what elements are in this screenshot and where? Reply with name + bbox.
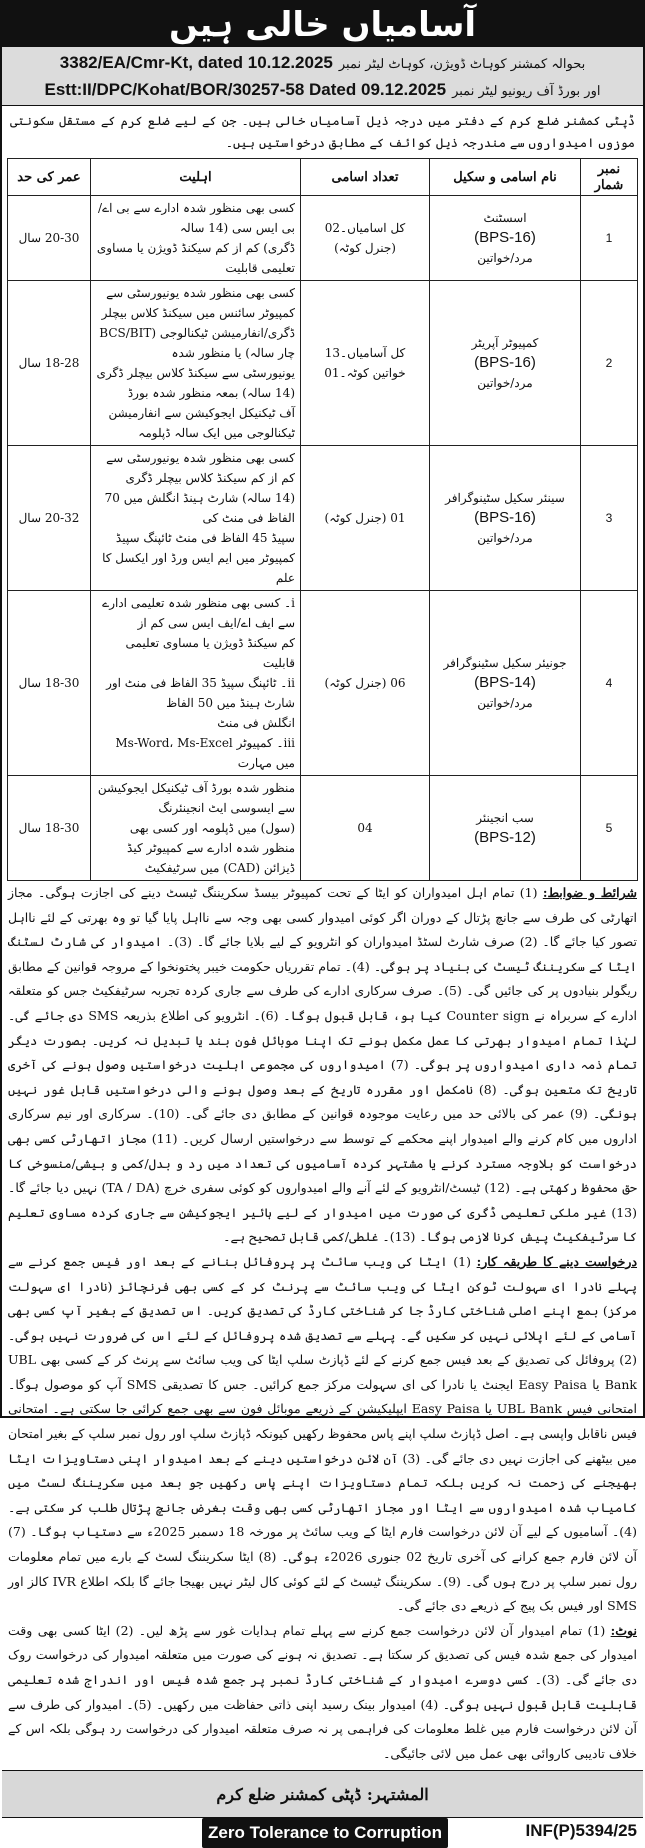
qualification-line: ڈیزائن (CAD) میں سرٹیفکیٹ [144,861,295,875]
terms-section [2,881,643,1250]
post-bps: (BPS-12) [474,829,536,846]
post-gender: مرد/خواتین [477,376,533,390]
cell-sno: 1 [581,196,638,281]
reference-label: اور بورڈ آف ریونیو لیٹر نمبر [452,84,601,99]
qualification-line: انگلش فی منٹ [217,716,295,730]
count-line: خواتین کوٹہ۔01 [324,366,406,380]
post-name: سب انجینئر [476,811,534,825]
post-bps: (BPS-16) [474,354,536,371]
count-line: 06 (جنرل کوٹہ) [324,676,406,690]
qualification-line: کسی بھی منظور شدہ یونیورسٹی سے کم از کم سیکنڈ کلاس بیچلر ڈگری [106,451,295,485]
post-name: سینئر سکیل سٹینوگرافر [445,491,565,505]
qualification-line: منظور شدہ بورڈ آف ٹیکنیکل ایجوکیشن سے ایسوسی ایٹ انجینئرنگ [97,781,295,815]
post-name: جونیئر سکیل سٹینوگرافر [443,656,567,670]
count-line: 04 [357,821,373,835]
intro-paragraph: ڈپٹی کمشنر ضلع کرم کے دفتر میں درجہ ذیل آسامیاں خالی ہیں۔ جن کے لیے ضلع کرم کے مستقل سکونتی موزوں امیدواروں سے مندرجہ ذیل کوائف کے مطابق درخواستیں ہیں۔ [10,113,635,150]
cell-count [301,446,430,591]
reference-line-commissioner [8,49,637,76]
notes-heading: نوٹ: [610,1622,637,1638]
qualification-line: کم سیکنڈ ڈویژن یا مساوی تعلیمی قابلیت [125,636,295,670]
slogan-badge: Zero Tolerance to Corruption [202,1818,448,1848]
count-line: (جنرل کوٹہ) [334,241,396,255]
qualification-line: (سول) میں ڈپلومہ اور کسی بھی منظور شدہ ادارے سے کمپیوٹر کیڈ [127,821,295,855]
cell-age: 18-28 سال [8,281,91,446]
cell-post [430,281,581,446]
reference-line-bor [8,76,637,103]
reference-number: 3382/EA/Cmr-Kt, dated 10.12.2025 [59,53,333,72]
qualification-line: سپیڈ 45 الفاظ فی منٹ ٹائپنگ سپیڈ کمپیوٹر میں ایم ایس ورڈ اور ایکسل کا علم [102,531,295,585]
terms-text: (1) تمام اہل امیدواران کو ایٹا کے تحت کمپیوٹر بیسڈ سکریننگ ٹیسٹ دینے کی اجازت ہوگی۔ مجاز اتھارٹی کی طرف سے جانچ پڑتال کے دوران اگر کوئی امیدوار کسی بھی وجہ سے نااہل پایا گیا تو وہ بھرتی کے لئے نااہل تصور کیا جائے گا۔ (2) صرف شارٹ لسٹڈ امیدواران کو انٹرویو کے لیے بلایا جائے گا۔ (3)۔ امیدوار کی شارٹ لسٹنگ ایٹا کے سکریننگ ٹیسٹ کی بنیاد پر ہوگی۔ (4)۔ تمام تقرریاں حکومت خیبر پختونخوا کے مروجہ قوانین کے مطابق ریگولر بنیادوں پر کی جائیں گی۔ (5)۔ صرف سرکاری ادارے کی طرف سے جاری کردہ تجربہ سرٹیفکیٹ جس کو متعلقہ ادارے کے سربراہ نے Counter sign کیا ہو، قابل قبول ہوگا۔ (6)۔ انٹرویو کی اطلاع بذریعہ SMS دی جائے گی۔ لہٰذا تمام امیدوار بھرتی کا عمل مکمل ہونے تک اپنا موبائل فون بند یا تبدیل نہ کریں۔ بصورت دیگر تمام ذمہ داری امیدواروں پر ہوگی۔ (7) امیدواروں کی مجموعی اہلیت درخواستیں وصول ہونے کی آخری تاریخ تک متعین ہوگی۔ (8) نامکمل اور مقررہ تاریخ کے بعد وصول ہونے والی درخواستیں قابل غور نہیں ہونگی۔ (9) عمر کی بالائی حد میں رعایت موجودہ قوانین کے مطابق دی جائے گی۔ (10)۔ سرکاری اور نیم سرکاری اداروں میں کام کرنے والے امیدوار اپنے محکمے کے توسط سے درخواستیں ارسال کریں۔ (11) مجاز اتھارٹی کسی بھی درخواست کو بلاوجہ مسترد کرنے یا مشتہر کردہ آسامیوں کی تعداد میں رد و بدل/کمی و بیشی/منسوخی کا حق محفوظ رکھتی ہے۔ (12) ٹیسٹ/انٹرویو کے لئے آنے والے امیدواروں کو کوئی سفری خرچ (TA / DA) نہیں دیا جائے گا۔ (13) غیر ملکی تعلیمی ڈگری کی صورت میں امیدوار کے لیے ہائیر ایجوکیشن سے جاری کردہ مساوی تعلیم کا سرٹیفکیٹ پیش کرنا لازمی ہوگا۔ (13)۔ غلطی/کمی قابل تصحیح ہے۔ [8,885,638,1245]
cell-count [301,776,430,881]
reference-number: Estt:II/DPC/Kohat/BOR/30257-58 Dated 09.12.2025 [44,80,447,99]
qualification-line: (14 سالہ) شارٹ ہینڈ انگلش میں 70 الفاظ فی منٹ کی [104,491,295,525]
post-name: کمپیوٹر آپریٹر [471,336,539,350]
cell-sno: 2 [581,281,638,446]
post-gender: مرد/خواتین [477,251,533,265]
qualification-line: i۔ کسی بھی منظور شدہ تعلیمی ادارے سے ایف اے/ایف ایس سی کم از [102,596,295,630]
header-count: تعداد اسامی [301,159,430,196]
cell-qualification [91,196,301,281]
qualification-line: ڈگری) کم از کم سیکنڈ ڈویژن یا مساوی تعلیمی قابلیت [96,241,295,275]
cell-age: 18-30 سال [8,776,91,881]
cell-qualification [91,446,301,591]
cell-age: 18-30 سال [8,591,91,776]
cell-qualification [91,591,301,776]
reference-label: بحوالہ کمشنر کوہاٹ ڈویژن، کوہاٹ لیٹر نمبر [338,57,586,72]
table-row [8,591,638,776]
qualification-line: کسی بھی منظور شدہ ادارے سے بی اے/بی ایس سی (14 سالہ [98,201,295,235]
qualification-line: یونیورسٹی سے سیکنڈ کلاس بیچلر ڈگری (14 سالہ) بمعہ منظور شدہ بورڈ [96,366,295,400]
cell-sno: 4 [581,591,638,776]
page-title: آسامیاں خالی ہیں [2,2,643,46]
post-bps: (BPS-14) [474,674,536,691]
footer [2,1817,643,1848]
post-gender: مرد/خواتین [477,531,533,545]
post-bps: (BPS-16) [474,509,536,526]
count-line: 01 (جنرل کوٹہ) [324,511,406,525]
qualification-line: ii۔ ٹائپنگ سپیڈ 35 الفاظ فی منٹ اور شارٹ ہینڈ میں 50 الفاظ [106,676,295,710]
post-bps: (BPS-16) [474,229,536,246]
cell-sno: 5 [581,776,638,881]
count-line: کل آسامیاں۔13 [324,346,406,360]
advertiser: المشتہر: ڈپٹی کمشنر ضلع کرم [2,1770,643,1817]
terms-heading: شرائط و ضوابط: [542,885,637,900]
post-gender: مرد/خواتین [477,696,533,710]
qualification-line: آف ٹیکنیکل ایجوکیشن سے انفارمیشن ٹیکنالوجی میں ایک سالہ ڈپلومہ [108,406,295,440]
cell-qualification [91,281,301,446]
cell-post [430,591,581,776]
notes-section [2,1619,643,1767]
vacancies-table [7,158,638,881]
inf-reference: INF(P)5394/25 [525,1821,637,1841]
cell-count [301,196,430,281]
header-post: نام اسامی و سکیل [430,159,581,196]
cell-age: 20-30 سال [8,196,91,281]
qualification-line: ڈگری/انفارمیشن ٹیکنالوجی (BCS/BIT چار سالہ) یا منظور شدہ [99,326,295,360]
procedure-text: (1) ایٹا کی ویب سائٹ پر پروفائل بنانے کے بعد اور فیس جمع کرنے سے پہلے نادرا ای سہولت ٹوکن ایٹا کی ویب سائٹ سے پرنٹ کر کے کسی بھی فرنچائز (نادرا ای سہولت مرکز) بمع اپنے اصلی شناختی کارڈ جا کر شناختی کارڈ کی تصدیق کریں۔ اس تصدیق کے بغیر آپ کسی بھی آسامی کے لئے اپلائی نہیں کر سکیں گے۔ پہلے سے تصدیق شدہ پروفائل کے لئے اس کی ضرورت نہیں ہوگی۔ (2) پروفائل کی تصدیق کے بعد فیس جمع کرنے کے لئے ڈپازٹ سلپ ایٹا کی ویب سائٹ سے پرنٹ کر کے کسی بھی UBL Bank یا Easy Paisa ایجنٹ یا نادرا کی ای سہولت مرکز جمع کرائیں۔ جس کا تصدیقی SMS آپ کو موصول ہوگا۔ امتحانی فیس UBL Bank یا Easy Paisa ایپلیکیشن کے ذریعے موبائل فون سے بھی جمع کرائی جا سکتی ہے۔ امتحانی فیس ناقابل واپسی ہے۔ اصل ڈپازٹ سلپ اپنے پاس محفوظ رکھیں کیونکہ ڈپازٹ سلپ اور رول نمبر سلپ کے بغیر امتحان میں بیٹھنے کی اجازت نہیں دی جائے گی۔ (3) آن لائن درخواستیں دینے کے بعد امیدوار اپنی دستاویزات ایٹا بھیجنے کی زحمت نہ کریں بلکہ تمام دستاویزات اپنے پاس رکھیں جو بعد میں سکریننگ لسٹ میں کامیاب شدہ امیدواروں سے ایٹا اور مجاز اتھارٹی کسی بھی وقت بغرض جانچ پڑتال طلب کر سکتی ہے۔ (4)۔ آسامیوں کے لیے آن لائن درخواست فارم ایٹا کے ویب سائٹ پر مورخہ 18 دسمبر 2025ء سے دستیاب ہوگا۔ (7) آن لائن فارم جمع کرانے کی آخری تاریخ 02 جنوری 2026ء ہوگی۔ (8) ایٹا سکریننگ لسٹ کے بارے میں تمام معلومات رول نمبر سلپ پر درج ہوں گی۔ (9)۔ سکریننگ ٹیسٹ کے لئے کوئی کال لیٹر نہیں بھیجا جائے گا بلکہ اطلاع IVR کالز اور SMS اور فیس بک پیج کے ذریعے دی جائے گی۔ [8,1253,638,1614]
qualification-line: کسی بھی منظور شدہ یونیورسٹی سے کمپیوٹر سائنس میں سیکنڈ کلاس بیچلر [101,286,295,320]
table-row [8,446,638,591]
table-row [8,196,638,281]
header-qualification: اہلیت [91,159,301,196]
cell-count [301,591,430,776]
reference-band [2,46,643,106]
cell-age: 20-32 سال [8,446,91,591]
post-name: اسسٹنٹ [483,211,527,225]
table-row [8,281,638,446]
cell-post [430,196,581,281]
header-age: عمر کی حد [8,159,91,196]
table-row [8,776,638,881]
table-header-row [8,159,638,196]
procedure-heading: درخواست دینے کا طریقہ کار: [476,1253,638,1269]
procedure-section [2,1250,643,1619]
cell-sno: 3 [581,446,638,591]
cell-post [430,776,581,881]
qualification-line: iii۔ کمپیوٹر Ms-Word، Ms-Excel میں مہارت [115,736,295,770]
notes-text: (1) تمام امیدوار آن لائن درخواست جمع کرنے سے پہلے تمام ہدایات غور سے پڑھ لیں۔ (2) ایٹا کسی بھی وقت امیدوار کی جمع شدہ فیس کی تصدیق کر سکتا ہے۔ تصدیق نہ ہونے کی صورت میں متعلقہ امیدوار کی درخواست روک دی جائے گی۔ (3)۔ کسی دوسرے امیدوار کے شناختی کارڈ نمبر پر جمع شدہ فیس اور اندراج شدہ تعلیمی قابلیت قابل قبول نہیں ہوگی۔ (4) امیدوار بینک رسید اپنی ذاتی حفاظت میں رکھیں۔ (5)۔ امیدوار کی طرف سے آن لائن درخواست فارم میں غلط معلومات کی فراہمی پر نہ صرف متعلقہ امیدوار کی درخواست رد ہوگی بلکہ اس کے خلاف تادیبی کاروائی بھی عمل میں لائی جائیگی۔ [8,1622,637,1761]
cell-post [430,446,581,591]
cell-qualification [91,776,301,881]
count-line: کل اسامیاں۔02 [324,221,406,235]
header-sno: نمبر شمار [581,159,638,196]
cell-count [301,281,430,446]
